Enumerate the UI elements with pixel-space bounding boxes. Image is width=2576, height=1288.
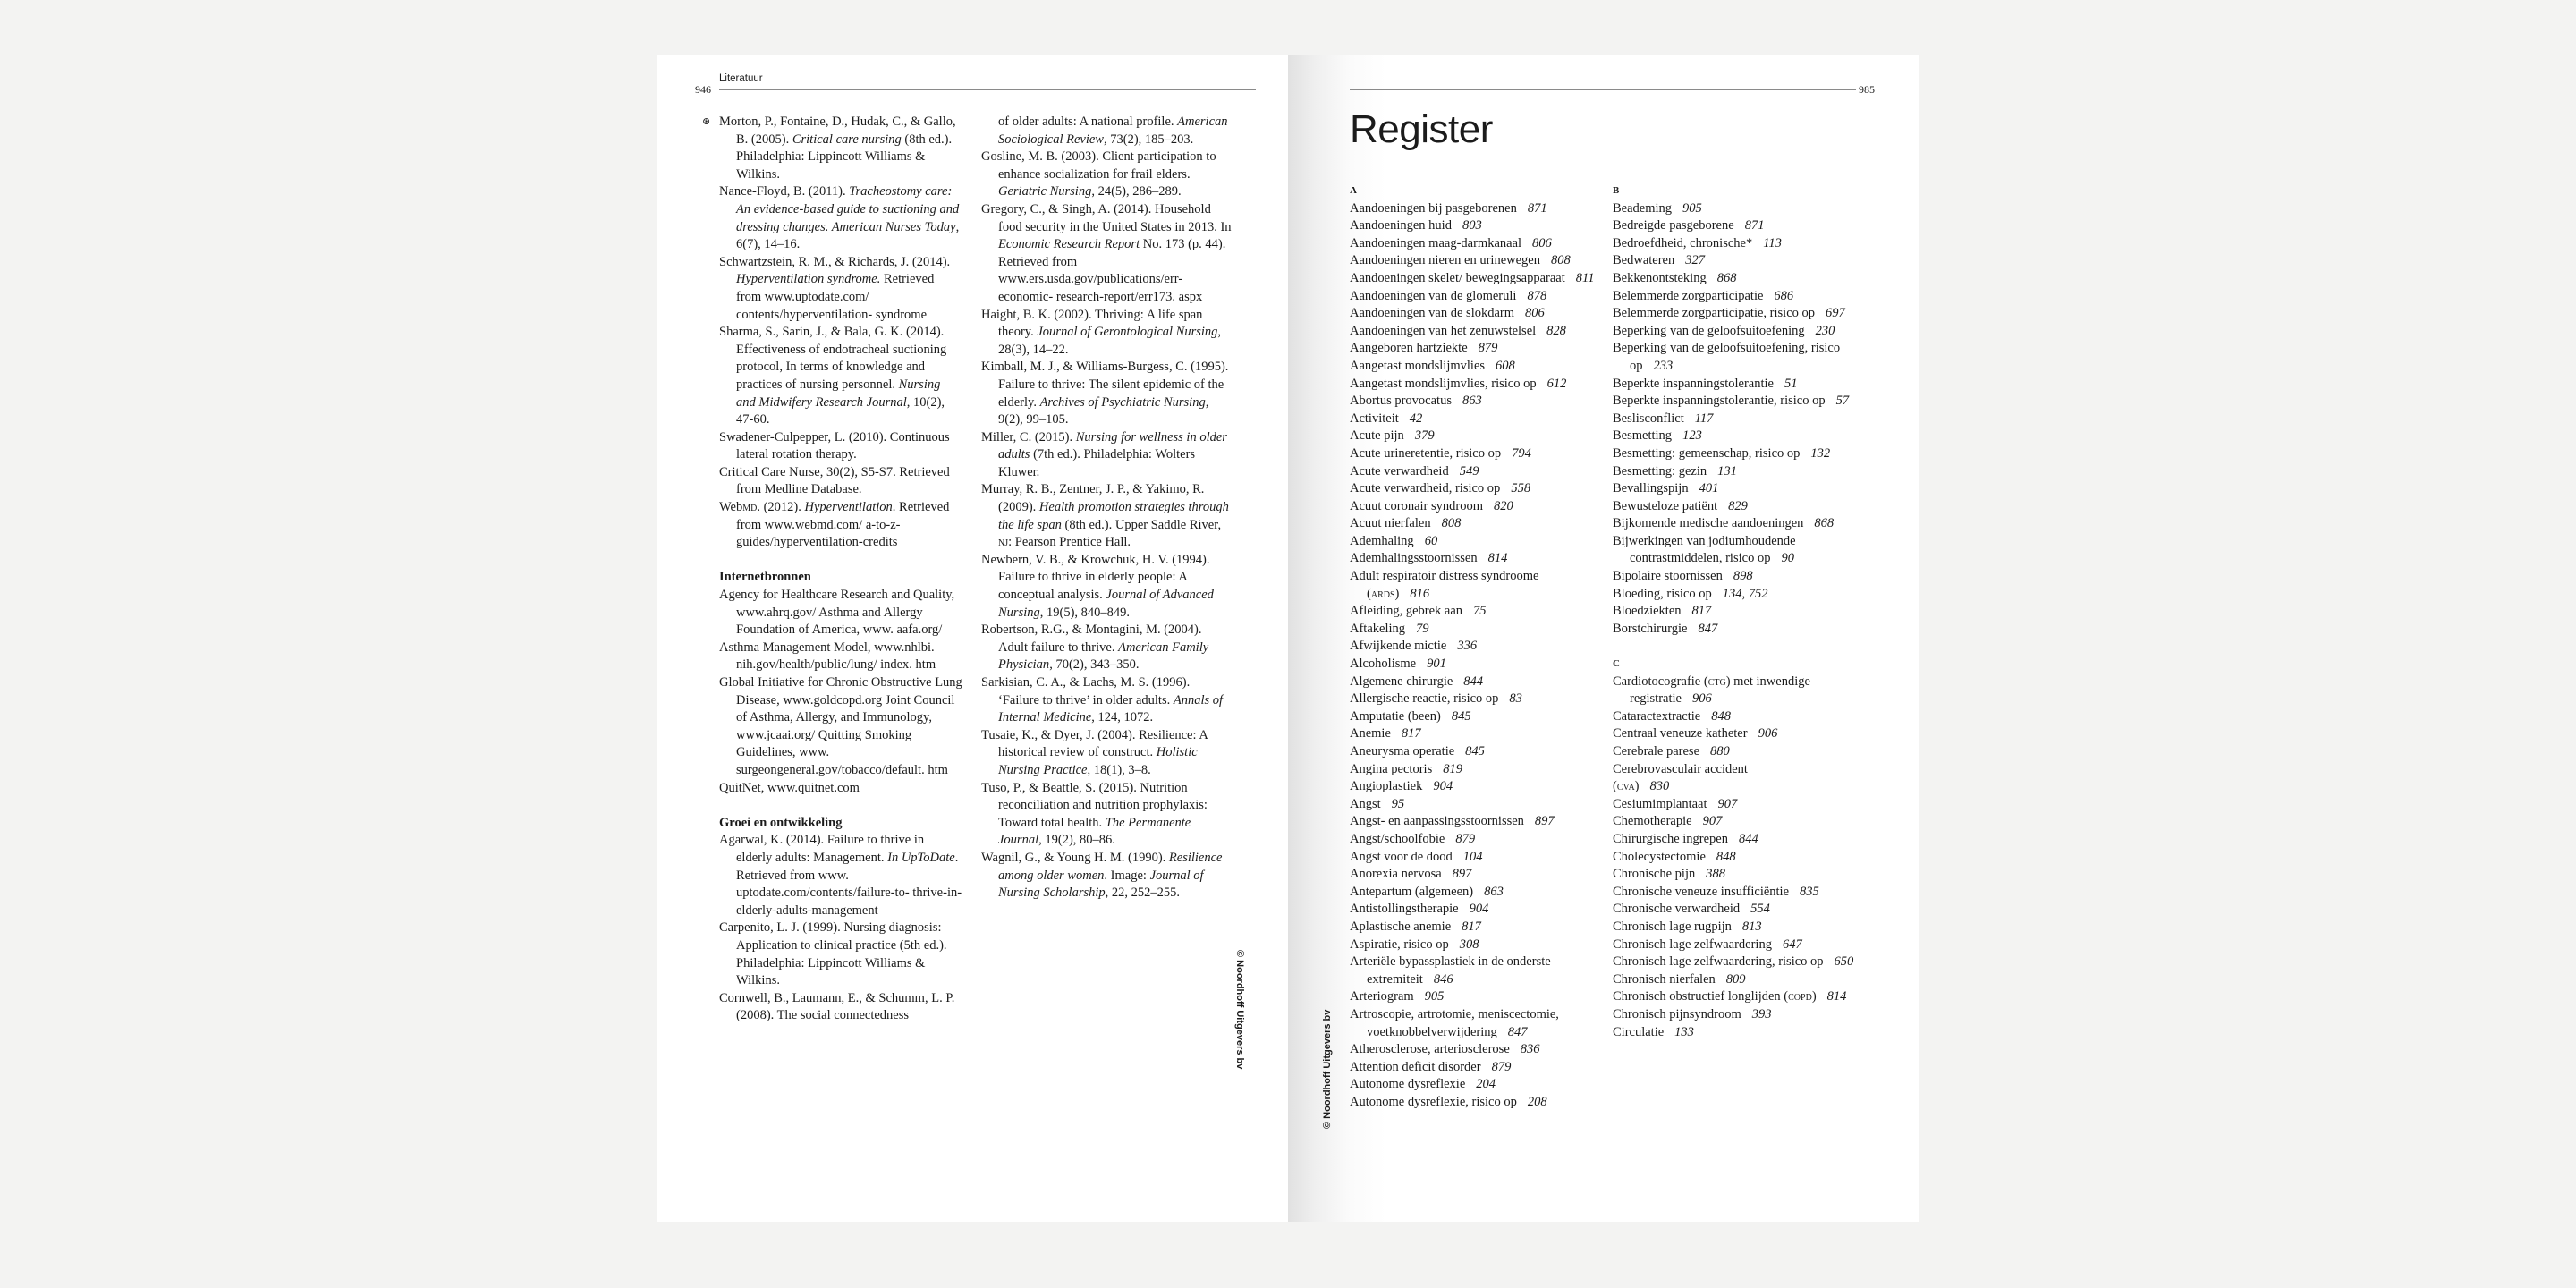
index-entry: Aspiratie, risico op 308 <box>1350 936 1479 952</box>
index-entry: Bevallingspijn 401 <box>1613 481 1719 496</box>
index-entry: Aangetast mondslijmvlies 608 <box>1350 358 1515 373</box>
index-entry: Activiteit 42 <box>1350 411 1423 426</box>
reference-entry: Murray, R. B., Zentner, J. P., & Yakimo, R. (2009). Health promotion strategies through the life span (8th ed.). Upper Saddle River, nj: Pearson Prentice Hall. <box>981 482 1229 550</box>
reference-entry: Gosline, M. B. (2003). Client participation to enhance socialization for frail elders. Geriatric Nursing, 24(5), 286–289. <box>981 149 1216 199</box>
index-entry: Aandoeningen van het zenuwstelsel 828 <box>1350 323 1566 338</box>
index-entry: Beperking van de geloofsuitoefening 230 <box>1613 323 1835 338</box>
index-entry: Bekkenontsteking 868 <box>1613 270 1737 285</box>
reference-entry: Kimball, M. J., & Williams-Burgess, C. (1995). Failure to thrive: The silent epidemic of the elderly. Archives of Psychiatric Nursing, 9(2), 99–105. <box>981 360 1229 428</box>
index-entry: Aandoeningen skelet/ bewegingsapparaat 811 <box>1350 270 1595 285</box>
index-entry: Chronisch nierfalen 809 <box>1613 971 1746 987</box>
register-column-b <box>1613 182 1872 1041</box>
index-entry: Besmetting 123 <box>1613 428 1702 444</box>
index-entry: Acuut nierfalen 808 <box>1350 516 1462 531</box>
index-entry: Angst/schoolfobie 879 <box>1350 831 1476 846</box>
reference-entry: Cornwell, B., Laumann, E., & Schumm, L. P. (2008). The social connectedness <box>719 990 955 1023</box>
index-entry: Autonome dysreflexie, risico op 208 <box>1350 1094 1547 1109</box>
index-entry: Ademhaling 60 <box>1350 533 1438 548</box>
index-entry: Chronisch pijnsyndroom 393 <box>1613 1006 1772 1021</box>
reference-entry: Schwartzstein, R. M., & Richards, J. (2014). Hyperventilation syndrome. Retrieved from www.uptodate.com/ contents/hyperventilation- syndrome <box>719 254 951 322</box>
index-entry: Arteriogram 905 <box>1350 989 1445 1004</box>
reference-column-2 <box>981 114 1233 902</box>
index-entry: Borstchirurgie 847 <box>1613 621 1718 636</box>
index-entry: Beperkte inspanningstolerantie 51 <box>1613 376 1798 391</box>
index-entry: Chronisch lage rugpijn 813 <box>1613 919 1762 934</box>
index-entry: Besmetting: gemeenschap, risico op 132 <box>1613 445 1831 461</box>
reference-entry: Webmd. (2012). Hyperventilation. Retrieved from www.webmd.com/ a-to-z-guides/hyperventilation-credits <box>719 500 950 550</box>
index-entry: Acuut coronair syndroom 820 <box>1350 498 1513 513</box>
section-heading: Internetbronnen <box>719 570 811 585</box>
reference-entry: Swadener-Culpepper, L. (2010). Continuous lateral rotation therapy. <box>719 429 950 462</box>
index-entry: Anorexia nervosa 897 <box>1350 867 1472 882</box>
index-entry: Aandoeningen huid 803 <box>1350 218 1482 233</box>
index-entry: Afwijkende mictie 336 <box>1350 639 1478 654</box>
index-entry: Cholecystectomie 848 <box>1613 849 1736 864</box>
index-entry: Bipolaire stoornissen 898 <box>1613 569 1753 584</box>
index-entry: Arteriële bypassplastiek in de onderste extremiteit 846 <box>1350 954 1551 987</box>
letter-heading-a: A <box>1350 185 1357 196</box>
page-number: 985 <box>1859 83 1875 96</box>
reference-entry: Asthma Management Model, www.nhlbi. nih.gov/health/public/lung/ index. htm <box>719 640 936 673</box>
register-column-a <box>1350 182 1600 1111</box>
reference-entry: Agency for Healthcare Research and Quality, www.ahrq.gov/ Asthma and Allergy Foundation of America, www. aafa.org/ <box>719 588 955 638</box>
reference-entry: Robertson, R.G., & Montagini, M. (2004). Adult failure to thrive. American Family Physician, 70(2), 343–350. <box>981 623 1209 673</box>
index-entry: Aandoeningen maag-darmkanaal 806 <box>1350 235 1552 250</box>
page-title: Register <box>1350 107 1493 151</box>
index-entry: Chronische verwardheid 554 <box>1613 902 1770 917</box>
index-entry: Aandoeningen nieren en urinewegen 808 <box>1350 253 1571 268</box>
index-entry: Bedwateren 327 <box>1613 253 1705 268</box>
index-entry: Aftakeling 79 <box>1350 621 1429 636</box>
index-entry: Circulatie 133 <box>1613 1024 1694 1039</box>
index-entry: Belemmerde zorgparticipatie 686 <box>1613 288 1794 303</box>
publisher-copyright: © Noordhoff Uitgevers bv <box>1322 1009 1333 1129</box>
letter-heading-c: C <box>1613 658 1620 670</box>
index-entry: Angina pectoris 819 <box>1350 761 1462 776</box>
index-entry: Chronisch obstructief longlijden (copd) 814 <box>1613 989 1847 1004</box>
index-entry: Bedreigde pasgeborene 871 <box>1613 218 1765 233</box>
index-entry: Bijkomende medische aandoeningen 868 <box>1613 516 1835 531</box>
index-entry: Cardiotocografie (ctg) met inwendige registratie 906 <box>1613 674 1810 707</box>
index-entry: Autonome dysreflexie 204 <box>1350 1077 1496 1092</box>
reference-entry: Tuso, P., & Beattle, S. (2015). Nutrition reconciliation and nutrition prophylaxis: Toward total health. The Permanente Journal, 19(2), 80–86. <box>981 780 1208 848</box>
reference-entry: Nance-Floyd, B. (2011). Tracheostomy care: An evidence-based guide to suctioning and dressing changes. American Nurses Today, 6(7), 14–16. <box>719 184 960 252</box>
index-entry: Cerebrovasculair accident <box>1613 761 1748 776</box>
reference-entry: ⊛ Morton, P., Fontaine, D., Hudak, C., & Gallo, B. (2005). Critical care nursing (8th ed.). Philadelphia: Lippincott Williams & Wilkins. <box>702 114 956 182</box>
index-entry: Aangeboren hartziekte 879 <box>1350 341 1498 356</box>
index-entry: Bewusteloze patiënt 829 <box>1613 498 1748 513</box>
letter-heading-b: B <box>1613 185 1620 196</box>
reference-entry: Newbern, V. B., & Krowchuk, H. V. (1994). Failure to thrive in elderly people: A conceptual analysis. Journal of Advanced Nursing, 19(5), 840–849. <box>981 552 1214 620</box>
index-entry: Anemie 817 <box>1350 726 1421 741</box>
index-entry: Aandoeningen van de slokdarm 806 <box>1350 306 1545 321</box>
reference-entry: Tusaie, K., & Dyer, J. (2004). Resilience: A historical review of construct. Holistic Nursing Practice, 18(1), 3–8. <box>981 727 1208 777</box>
index-entry: Beslisconflict 117 <box>1613 411 1714 426</box>
index-entry: Allergische reactie, risico op 83 <box>1350 691 1522 707</box>
index-entry: Artroscopie, artrotomie, meniscectomie, voetknobbelverwijdering 847 <box>1350 1006 1559 1039</box>
index-entry: Attention deficit disorder 879 <box>1350 1059 1512 1074</box>
header-rule <box>1350 89 1856 90</box>
reference-entry: Wagnil, G., & Young H. M. (1990). Resilience among older women. Image: Journal of Nursing Scholarship, 22, 252–255. <box>981 850 1223 901</box>
index-entry: Aandoeningen van de glomeruli 878 <box>1350 288 1547 303</box>
index-entry: Acute verwardheid, risico op 558 <box>1350 481 1531 496</box>
left-page <box>657 55 1288 1222</box>
reference-entry: of older adults: A national profile. American Sociological Review, 73(2), 185–203. <box>998 114 1228 147</box>
reference-entry: Sarkisian, C. A., & Lachs, M. S. (1996). ‘Failure to thrive’ in older adults. Annals of Internal Medicine, 124, 1072. <box>981 675 1224 725</box>
index-entry: Angst 95 <box>1350 796 1405 811</box>
index-entry: Chronisch lage zelfwaardering, risico op 650 <box>1613 954 1854 970</box>
reference-entry: QuitNet, www.quitnet.com <box>719 780 860 795</box>
right-page <box>1288 55 1919 1222</box>
index-entry: Besmetting: gezin 131 <box>1613 463 1737 479</box>
index-entry: Alcoholisme 901 <box>1350 657 1446 672</box>
reference-entry: Critical Care Nurse, 30(2), S5-S7. Retrieved from Medline Database. <box>719 464 950 497</box>
index-entry: Bloedziekten 817 <box>1613 604 1712 619</box>
index-entry: Amputatie (been) 845 <box>1350 708 1471 724</box>
running-title: Literatuur <box>719 73 763 84</box>
index-entry: Chronische pijn 388 <box>1613 867 1725 882</box>
index-entry: (cva) 830 <box>1613 779 1670 794</box>
star-icon: ⊛ <box>702 116 711 127</box>
index-entry: Beperkte inspanningstolerantie, risico op 57 <box>1613 394 1850 409</box>
reference-entry: Carpenito, L. J. (1999). Nursing diagnosis: Application to clinical practice (5th ed.). Philadelphia: Lippincott Williams & Wilkins. <box>719 920 947 988</box>
index-entry: Algemene chirurgie 844 <box>1350 674 1484 689</box>
index-entry: Abortus provocatus 863 <box>1350 394 1482 409</box>
index-entry: Chronische veneuze insufficiëntie 835 <box>1613 884 1819 899</box>
publisher-copyright: © Noordhoff Uitgevers bv <box>1234 950 1245 1070</box>
index-entry: Acute verwardheid 549 <box>1350 463 1479 479</box>
index-entry: Cerebrale parese 880 <box>1613 744 1730 758</box>
index-entry: Bijwerkingen van jodiumhoudende contrastmiddelen, risico op 90 <box>1613 533 1796 566</box>
index-entry: Angst voor de dood 104 <box>1350 849 1483 864</box>
reference-entry: Sharma, S., Sarin, J., & Bala, G. K. (2014). Effectiveness of endotracheal suctioning protocol, In terms of knowledge and practices of nursing personnel. Nursing and Midwifery Research Journal, 10(2), 47-60. <box>719 325 947 428</box>
index-entry: Angst- en aanpassingsstoornissen 897 <box>1350 814 1555 829</box>
index-entry: Belemmerde zorgparticipatie, risico op 697 <box>1613 306 1845 321</box>
reference-column-1 <box>702 114 962 1025</box>
index-entry: Acute urineretentie, risico op 794 <box>1350 445 1531 461</box>
index-entry: Chirurgische ingrepen 844 <box>1613 831 1758 846</box>
reference-entry: Haight, B. K. (2002). Thriving: A life span theory. Journal of Gerontological Nursing, 28(3), 14–22. <box>981 307 1222 357</box>
index-entry: Acute pijn 379 <box>1350 428 1435 444</box>
index-entry: Centraal veneuze katheter 906 <box>1613 726 1778 741</box>
section-heading: Groei en ontwikkeling <box>719 815 843 830</box>
index-entry: Adult respiratoir distress syndroome (ards) 816 <box>1350 569 1539 601</box>
index-entry: Angioplastiek 904 <box>1350 779 1453 794</box>
index-entry: Antistollingstherapie 904 <box>1350 902 1489 917</box>
reference-entry: Agarwal, K. (2014). Failure to thrive in elderly adults: Management. In UpToDate. Retrieved from www. uptodate.com/contents/failure-to- thrive-in-elderly-adults-management <box>719 833 962 918</box>
index-entry: Aandoeningen bij pasgeborenen 871 <box>1350 200 1547 216</box>
index-entry: Cesiumimplantaat 907 <box>1613 796 1738 811</box>
index-entry: Antepartum (algemeen) 863 <box>1350 884 1504 899</box>
index-entry: Beperking van de geloofsuitoefening, risico op 233 <box>1613 341 1841 373</box>
reference-entry: Miller, C. (2015). Nursing for wellness in older adults (7th ed.). Philadelphia: Wolters Kluwer. <box>981 429 1227 479</box>
index-entry: Aneurysma operatie 845 <box>1350 744 1485 758</box>
index-entry: Cataractextractie 848 <box>1613 708 1731 724</box>
index-entry: Chemotherapie 907 <box>1613 814 1723 829</box>
index-entry: Beademing 905 <box>1613 200 1702 216</box>
index-entry: Chronisch lage zelfwaardering 647 <box>1613 936 1802 952</box>
index-entry: Aangetast mondslijmvlies, risico op 612 <box>1350 376 1567 391</box>
index-entry: Atherosclerose, arteriosclerose 836 <box>1350 1042 1540 1057</box>
index-entry: Aplastische anemie 817 <box>1350 919 1481 934</box>
index-entry: Ademhalingsstoornissen 814 <box>1350 551 1508 566</box>
index-entry: Bloeding, risico op 134, 752 <box>1613 586 1768 601</box>
reference-entry: Gregory, C., & Singh, A. (2014). Household food security in the United States in 2013. In Economic Research Report No. 173 (p. 44). Retrieved from www.ers.usda.gov/publications/err- economic- research-report/err173. aspx <box>981 201 1232 304</box>
index-entry: Afleiding, gebrek aan 75 <box>1350 604 1487 619</box>
header-rule <box>719 89 1256 90</box>
page-number: 946 <box>695 83 711 96</box>
reference-entry: Global Initiative for Chronic Obstructive Lung Disease, www.goldcopd.org Joint Council of Asthma, Allergy, and Immunology, www.jcaai.org/ Quitting Smoking Guidelines, www. surgeongeneral.gov/tobacco/default. htm <box>719 675 962 777</box>
index-entry: Bedroefdheid, chronische* 113 <box>1613 235 1782 250</box>
